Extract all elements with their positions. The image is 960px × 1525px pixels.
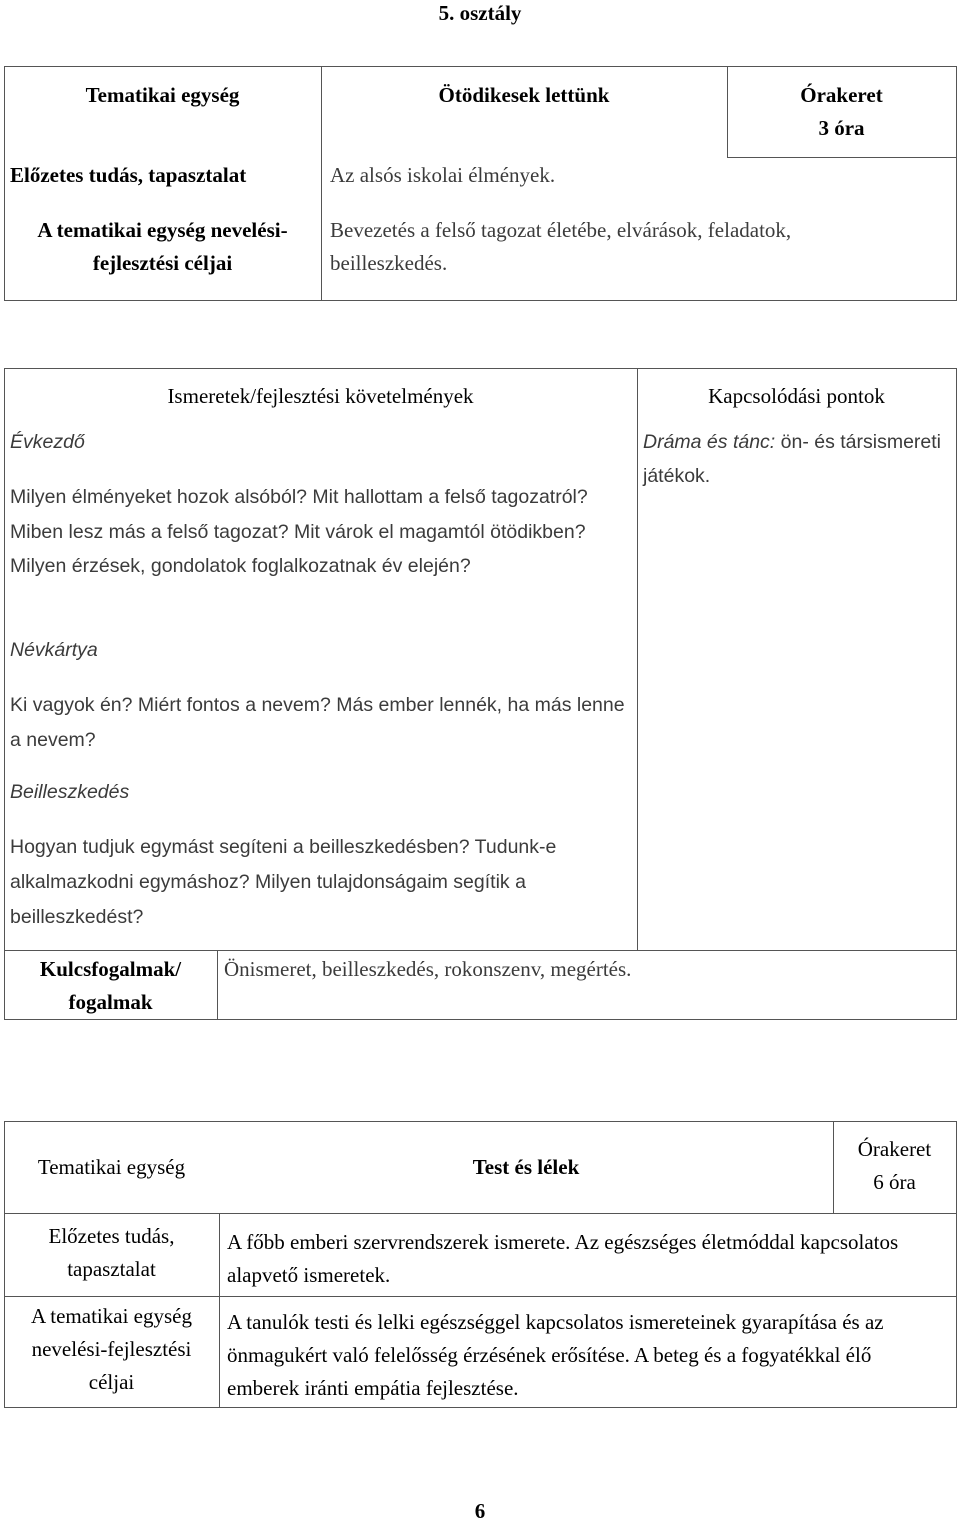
unit1-prior-value: Az alsós iskolai élmények. [330, 163, 556, 187]
section-heading-beilleszkedes: Beilleszkedés [10, 781, 130, 803]
unit2-title: Test és lélek [472, 1155, 580, 1179]
unit1-time-label: Órakeret [800, 83, 883, 107]
page-number: 6 [474, 1499, 486, 1523]
content-col2-header: Kapcsolódási pontok [708, 384, 885, 408]
unit1-header-label: Tematikai egység [85, 83, 240, 107]
unit2-goals-label-2: nevelési-fejlesztési [31, 1337, 192, 1361]
unit2-time-label: Órakeret [857, 1137, 932, 1161]
section-text-evkezdo: Milyen élményeket hozok alsóból? Mit hallottam a felső tagozatról? Miben lesz más a felső tagozat? Mit várok el magamtól ötödikben? Milyen érzések, gondolatok foglalkozatnak év elején? [10, 486, 588, 577]
unit1-prior-label: Előzetes tudás, tapasztalat [10, 163, 247, 187]
unit1-title: Ötödikesek lettünk [438, 83, 610, 107]
keywords-label-1: Kulcsfogalmak/ [39, 957, 182, 981]
keywords-value: Önismeret, beilleszkedés, rokonszenv, megértés. [224, 957, 632, 981]
links-subject: Dráma és tánc: [643, 431, 776, 453]
unit2-goals-label-3: céljai [88, 1370, 135, 1394]
unit1-time-value: 3 óra [818, 116, 865, 140]
section-text-nevkartya: Ki vagyok én? Miért fontos a nevem? Más ember lennék, ha más lenne a nevem? [10, 694, 625, 751]
unit1-goals-value: Bevezetés a felső tagozat életébe, elvárások, feladatok, beilleszkedés. [330, 218, 792, 275]
keywords-label-2: fogalmak [68, 990, 153, 1014]
section-heading-nevkartya: Névkártya [10, 639, 98, 661]
unit1-goals-label-2: fejlesztési céljai [92, 251, 233, 275]
links-text: ön- és társismereti játékok. [643, 431, 942, 487]
unit2-goals-label-1: A tematikai egység [31, 1304, 192, 1328]
page-title: 5. osztály [438, 1, 522, 25]
unit2-prior-label-1: Előzetes tudás, [48, 1224, 175, 1248]
unit2-prior-value: A főbb emberi szervrendszerek ismerete. Az egészséges életmóddal kapcsolatos alapvető ismeretek. [227, 1230, 899, 1287]
unit2-prior-label-2: tapasztalat [67, 1257, 156, 1281]
links-cell [643, 425, 943, 493]
unit2-time-value: 6 óra [873, 1170, 916, 1194]
section-text-beilleszkedes: Hogyan tudjuk egymást segíteni a beilleszkedésben? Tudunk-e alkalmazkodni egymáshoz? Milyen tulajdonságaim segítik a beilleszkedést? [10, 836, 557, 928]
unit2-goals-value: A tanulók testi és lelki egészséggel kapcsolatos ismereteinek gyarapítása és az önmagukért való felelősség érzésének erősítése. A beteg és a fogyatékkal élő emberek iránti empátia fejlesztése. [227, 1310, 884, 1400]
section-heading-evkezdo: Évkezdő [10, 431, 85, 453]
content-col1-header: Ismeretek/fejlesztési követelmények [167, 384, 474, 408]
unit2-header-label: Tematikai egység [37, 1155, 186, 1179]
unit1-goals-label-1: A tematikai egység nevelési- [37, 218, 288, 242]
